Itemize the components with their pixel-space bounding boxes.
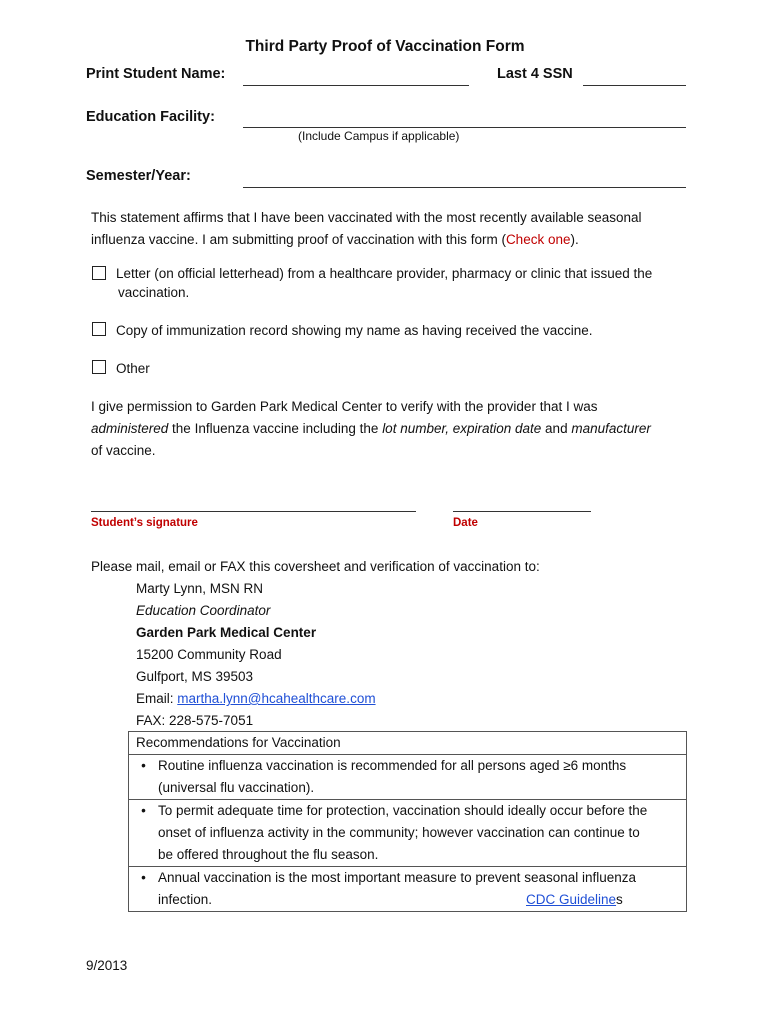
facility-field[interactable]: [243, 127, 686, 128]
contact-org: Garden Park Medical Center: [136, 625, 317, 640]
recommendation-row: [129, 800, 687, 867]
recommendation-line: [158, 889, 678, 911]
recommendations-heading: Recommendations for Vaccination: [129, 732, 687, 755]
ssn-field[interactable]: [583, 85, 686, 86]
permission-and: and: [541, 421, 572, 436]
recommendation-line: (universal flu vaccination).: [158, 780, 315, 795]
contact-name: Marty Lynn, MSN RN: [136, 581, 264, 596]
date-label: Date: [453, 517, 478, 529]
permission-line-1: I give permission to Garden Park Medical Center to verify with the provider that I was: [91, 399, 598, 414]
semester-field[interactable]: [243, 187, 686, 188]
recommendation-text: [158, 800, 686, 866]
recommendation-row: [129, 867, 687, 912]
option-other-label: Other: [116, 361, 150, 376]
signature-label: Student’s signature: [91, 517, 198, 529]
permission-line-2: [91, 418, 651, 440]
cdc-guidelines-link[interactable]: CDC Guideline: [526, 892, 617, 907]
option-other-checkbox[interactable]: [92, 360, 106, 374]
permission-line-3: of vaccine.: [91, 443, 156, 458]
student-name-label: Print Student Name:: [86, 66, 226, 82]
statement-end: ).: [570, 232, 579, 247]
facility-hint: (Include Campus if applicable): [298, 129, 460, 143]
option-letter-label: Letter (on official letterhead) from a healthcare provider, pharmacy or clinic that issued the: [116, 266, 653, 281]
ssn-label: Last 4 SSN: [497, 66, 573, 82]
contact-email-row: [136, 688, 376, 710]
contact-city: Gulfport, MS 39503: [136, 669, 254, 684]
statement-text: This statement affirms that I have been vaccinated with the most recently available seasonal influenza vaccine. I am submitting proof of vaccination with this form (: [91, 210, 642, 247]
contact-role: Education Coordinator: [136, 603, 271, 618]
contact-fax: FAX: 228-575-7051: [136, 713, 254, 728]
recommendations-table: [128, 731, 687, 912]
cdc-guidelines: [526, 889, 623, 911]
recommendation-text: [158, 867, 686, 911]
recommendation-line-text: infection.: [158, 892, 213, 907]
option-letter-checkbox[interactable]: [92, 266, 106, 280]
option-letter-label-cont: vaccination.: [118, 285, 190, 300]
mail-intro: Please mail, email or FAX this coversheet and verification of vaccination to:: [91, 559, 540, 574]
email-link[interactable]: martha.lynn@hcahealthcare.com: [177, 691, 376, 706]
bullet-icon: •: [141, 803, 146, 818]
permission-text: the Influenza vaccine including the: [168, 421, 383, 436]
recommendation-row: [129, 755, 687, 800]
form-title: Third Party Proof of Vaccination Form: [245, 38, 525, 55]
bullet-icon: •: [141, 870, 146, 885]
footer-date: 9/2013: [86, 958, 128, 973]
recommendation-line: Routine influenza vaccination is recommended for all persons aged ≥6 months: [158, 758, 627, 773]
contact-address: [136, 578, 376, 732]
recommendation-text: [158, 755, 686, 799]
manufacturer-text: manufacturer: [571, 421, 651, 436]
recommendation-line: To permit adequate time for protection, vaccination should ideally occur before the: [158, 803, 648, 818]
recommendation-line: Annual vaccination is the most important measure to prevent seasonal influenza: [158, 870, 637, 885]
administered-text: administered: [91, 421, 169, 436]
date-field[interactable]: [453, 511, 591, 512]
student-name-field[interactable]: [243, 85, 469, 86]
semester-label: Semester/Year:: [86, 168, 191, 184]
email-label: Email:: [136, 691, 178, 706]
contact-street: 15200 Community Road: [136, 647, 282, 662]
recommendation-line: be offered throughout the flu season.: [158, 847, 379, 862]
bullet-icon: •: [141, 758, 146, 773]
lot-info-text: lot number, expiration date: [382, 421, 542, 436]
statement-paragraph: [91, 207, 676, 251]
option-record-checkbox[interactable]: [92, 322, 106, 336]
check-one-text: Check one: [505, 232, 571, 247]
facility-label: Education Facility:: [86, 109, 215, 125]
signature-field[interactable]: [91, 511, 416, 512]
cdc-guidelines-suffix: s: [616, 892, 623, 907]
option-record-label: Copy of immunization record showing my name as having received the vaccine.: [116, 323, 593, 338]
recommendation-line: onset of influenza activity in the community; however vaccination can continue to: [158, 825, 640, 840]
